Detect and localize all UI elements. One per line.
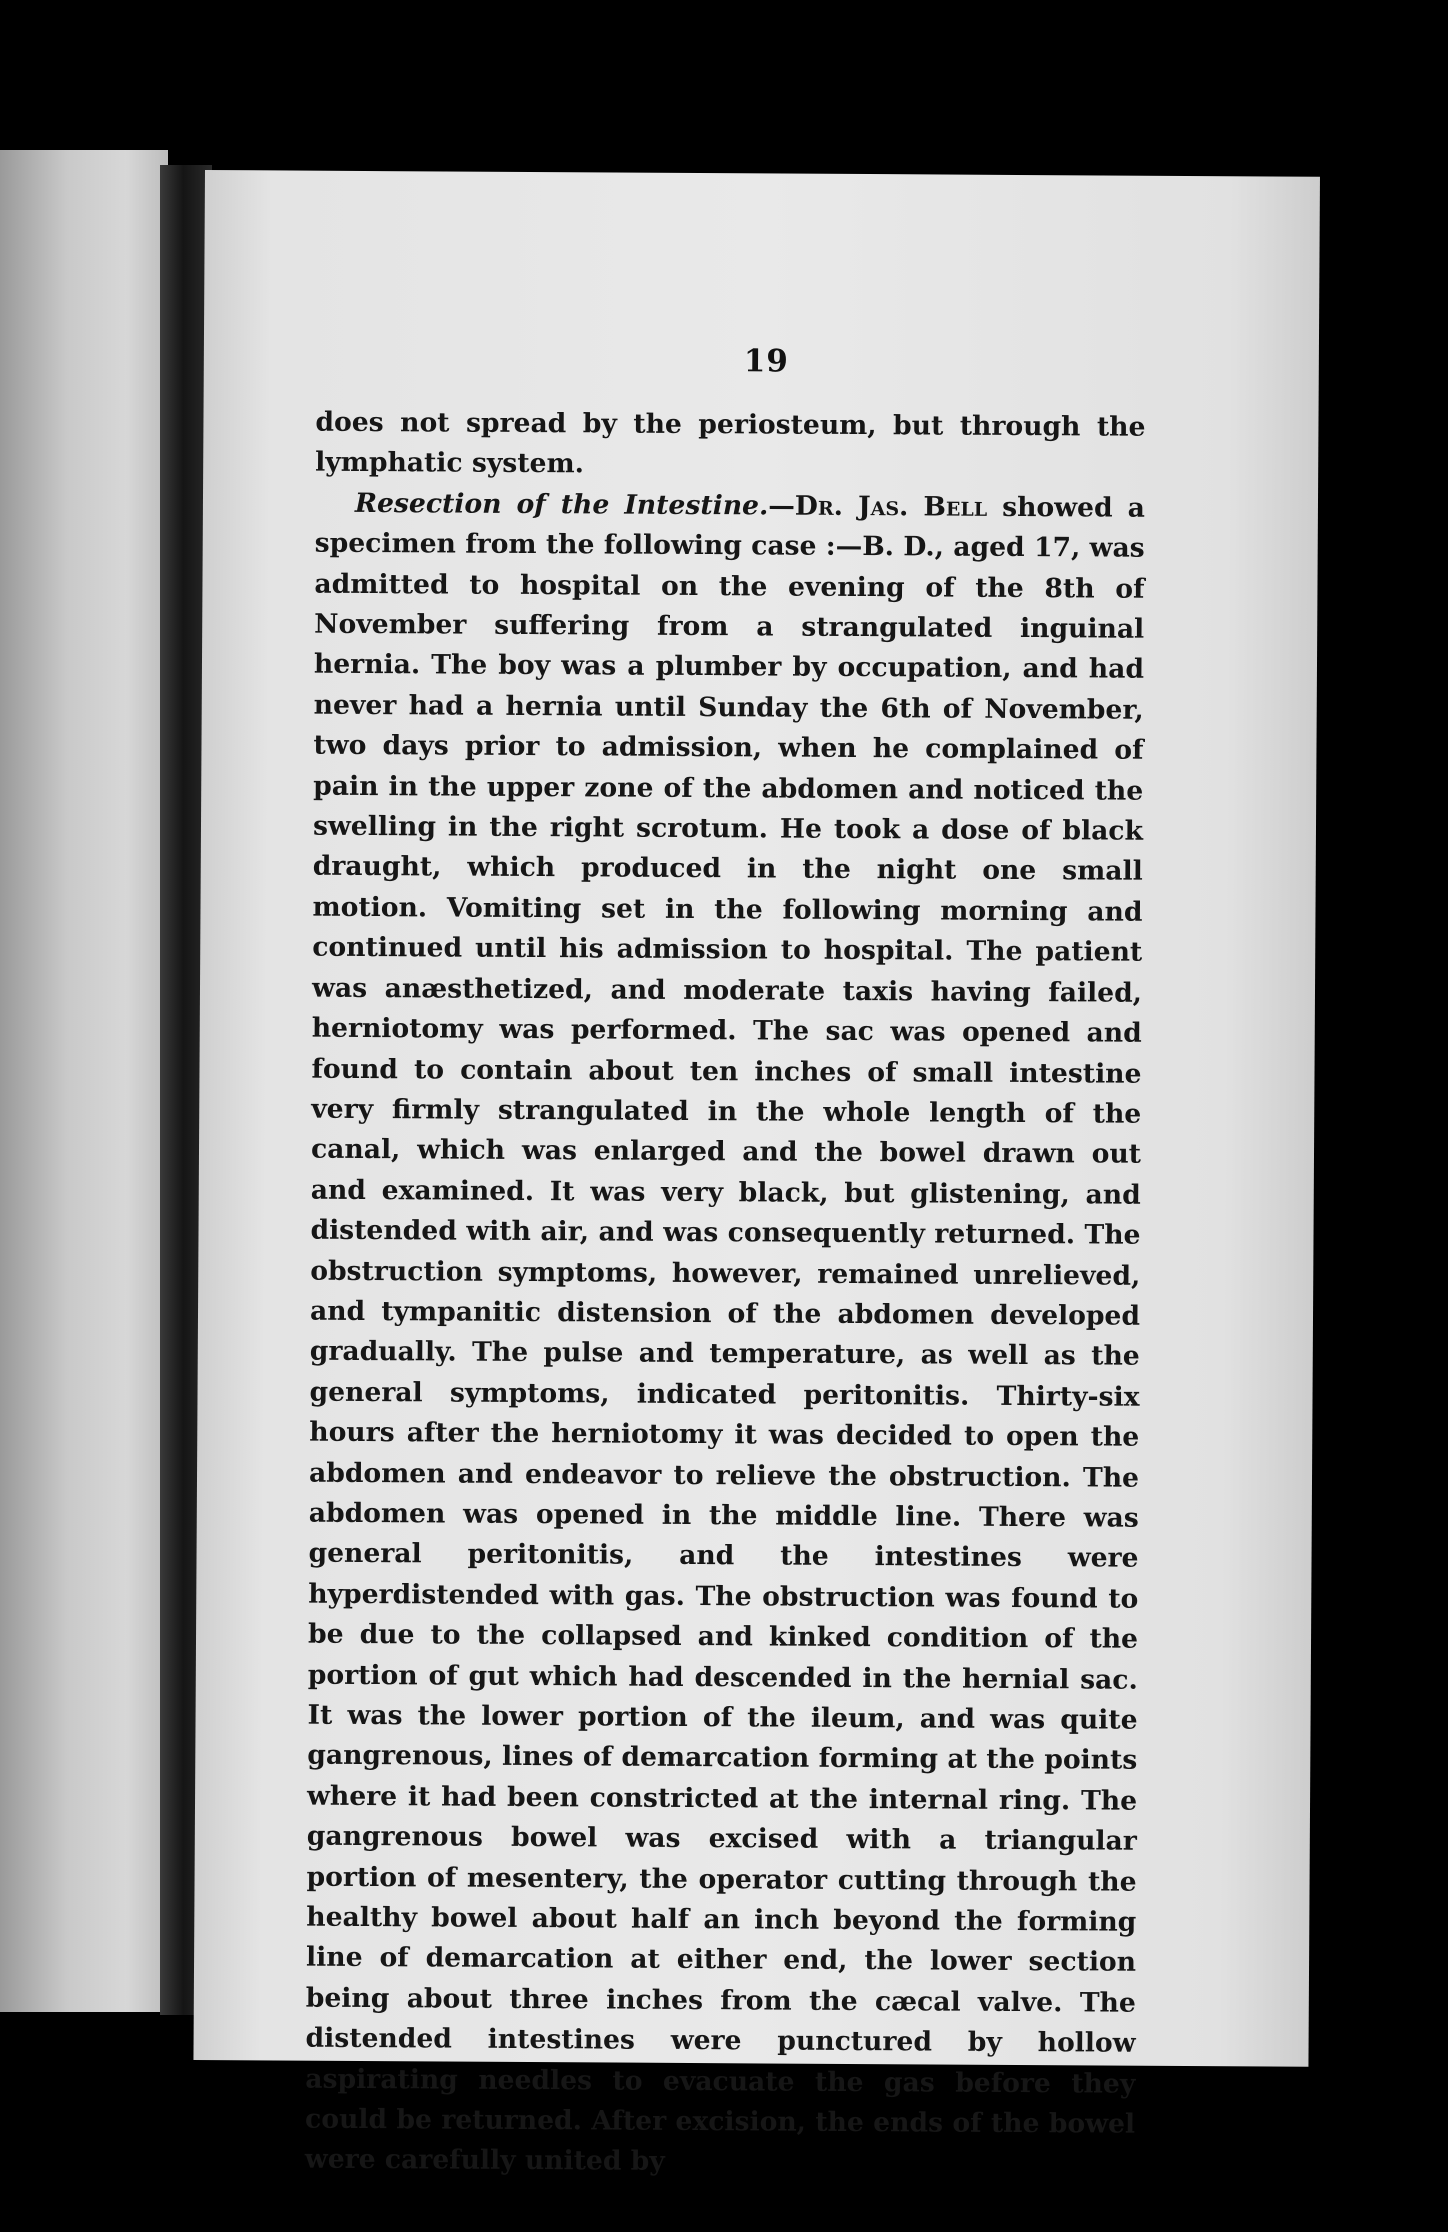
section-heading: Resection of the Intestine.	[354, 487, 769, 522]
paragraph-text: showed a specimen from the following case :—B. D., aged 17, was admitted to hospital on the evening of the 8th of November suffering from a strangulated inguinal hernia. The boy was a plumber by occupation, and had never had a hernia until Sunday the 6th of November, two days prior to admission, when he complained of pain in the upper zone of the abdomen and noticed the swelling in the right scrotum. He took a dose of black draught, which produced in the night one small motion. Vomiting set in the following morning and continued until his admission to hospital. The patient was anæsthetized, and moderate taxis having failed, herniotomy was performed. The sac was opened and found to contain about ten inches of small intestine very firmly strangulated in the whole length of the canal, which was enlarged and the bowel drawn out and examined. It was very black, but glistening, and distended with air, and was consequently returned. The obstruction symptoms, however, remained unrelieved, and tympanitic distension of the abdomen developed gradually. The pulse and temperature, as well as the general symptoms, indicated peritonitis. Thirty-six hours after the herniotomy it was decided to open the abdomen and endeavor to relieve the obstruction. The abdomen was opened in the middle line. There was general peritonitis, and the intestines were hyperdistended with gas. The obstruction was found to be due to the collapsed and kinked condition of the portion of gut which had descended in the hernial sac. It was the lower portion of the ileum, and was quite gangrenous, lines of demarcation forming at the points where it had been constricted at the internal ring. The gangrenous bowel was excised with a triangular portion of mesentery, the operator cutting through the healthy bowel about half an inch beyond the forming line of demarcation at either end, the lower section being about three inches from the cæcal valve. The distended intestines were punctured by hollow aspirating needles to evacuate the gas before they could be returned. After excision, the ends of the bowel were carefully united by	[304, 491, 1146, 2178]
body-text	[305, 403, 1146, 2186]
heading-dash: —	[768, 490, 795, 522]
speaker-title: Dr.	[794, 490, 844, 522]
speaker-initial: Jas.	[857, 490, 909, 523]
resection-paragraph	[305, 483, 1145, 2185]
speaker-surname: Bell	[923, 491, 988, 523]
page-number: 19	[743, 343, 790, 380]
continuation-paragraph: does not spread by the periosteum, but through the lymphatic system.	[315, 406, 1146, 480]
facing-page-edge	[0, 150, 168, 2012]
book-page	[193, 170, 1320, 2178]
